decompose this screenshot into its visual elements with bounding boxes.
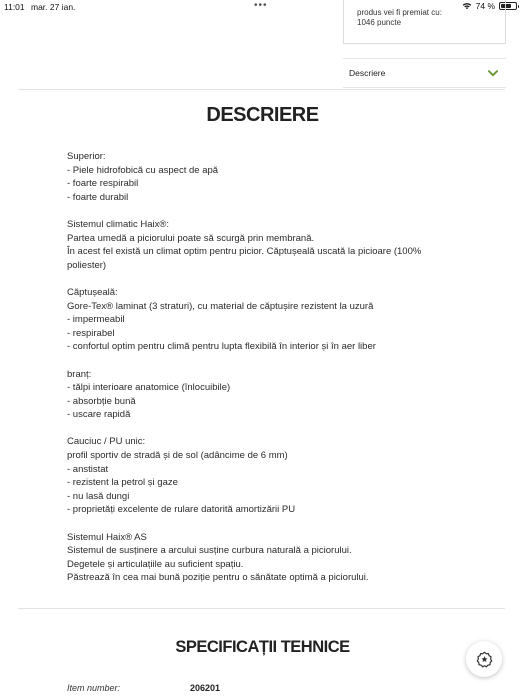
description-line: Degetele și articulațiile au suficient spațiu.: [67, 558, 244, 570]
description-line: Sistemul Haix® AS: [67, 531, 147, 543]
section-divider: [18, 608, 505, 609]
description-line: - tălpi interioare anatomice (înlocuibile): [67, 382, 231, 394]
description-line: - impermeabil: [67, 314, 125, 326]
rewards-floating-button[interactable]: [466, 641, 502, 677]
description-line: poliester): [67, 259, 107, 271]
description-line: - confortul optim pentru climă pentru lupta flexibilă în interior și în aer liber: [67, 341, 376, 353]
description-line: - anstistat: [67, 463, 109, 475]
description-accordion-toggle[interactable]: [343, 58, 506, 88]
multitasking-dots-icon[interactable]: •••: [254, 0, 268, 11]
description-line: - Piele hidrofobică cu aspect de apă: [67, 164, 219, 176]
status-date: mar. 27 ian.: [31, 2, 76, 12]
reward-points: 1046 puncte: [357, 18, 402, 27]
specs-title: SPECIFICAȚII TEHNICE: [175, 638, 350, 656]
description-block: [67, 218, 447, 272]
description-line: - uscare rapidă: [67, 409, 131, 421]
reward-points-box: [343, 0, 506, 44]
description-line: Sistemul de susținere a arcului susține curbura naturală a piciorului.: [67, 545, 352, 557]
description-title: DESCRIERE: [206, 104, 319, 126]
description-line: - foarte durabil: [67, 191, 129, 203]
status-time: 11:01: [4, 2, 25, 12]
description-block: [67, 286, 447, 354]
description-line: În acest fel există un climat optim pentru picior. Căptușeală uscată la picioare (100%: [67, 246, 422, 258]
spec-item-number-label: Item number:: [67, 683, 121, 693]
description-line: Superior:: [67, 151, 106, 162]
description-line: Păstrează în cea mai bună poziție pentru o sănătate optimă a piciorului.: [67, 572, 369, 584]
description-body: [67, 150, 447, 599]
description-line: Sistemul climatic Haix®:: [67, 218, 170, 230]
battery-percent: 74 %: [475, 1, 495, 11]
description-line: Partea umedă a piciorului poate să scurgă prin membrană.: [67, 232, 315, 244]
description-line: - nu lasă dungi: [67, 490, 130, 502]
description-line: Căptușeală:: [67, 286, 118, 298]
description-line: profil sportiv de stradă și de sol (adâncime de 6 mm): [67, 450, 288, 462]
description-line: - proprietăți excelente de rulare datorită amortizării PU: [67, 504, 296, 516]
accordion-label: Descriere: [349, 68, 386, 78]
description-line: - rezistent la petrol și gaze: [67, 477, 178, 489]
description-line: - respirabel: [67, 327, 115, 339]
reward-text: produs vei fi premiat cu:: [357, 8, 442, 17]
section-divider: [18, 89, 505, 90]
description-line: Gore-Tex® laminat (3 straturi), cu material de căptușire rezistent la uzură: [67, 300, 374, 312]
chevron-down-icon: [488, 70, 498, 77]
description-line: branț:: [67, 368, 92, 380]
description-block: [67, 531, 447, 585]
description-block: [67, 435, 447, 517]
description-line: - foarte respirabil: [67, 178, 139, 190]
description-block: [67, 150, 447, 204]
spec-item-number-value: 206201: [190, 683, 221, 693]
description-line: Cauciuc / PU unic:: [67, 436, 146, 448]
description-line: - absorbție bună: [67, 395, 136, 407]
reward-badge-icon: [476, 651, 493, 668]
description-block: [67, 368, 447, 422]
